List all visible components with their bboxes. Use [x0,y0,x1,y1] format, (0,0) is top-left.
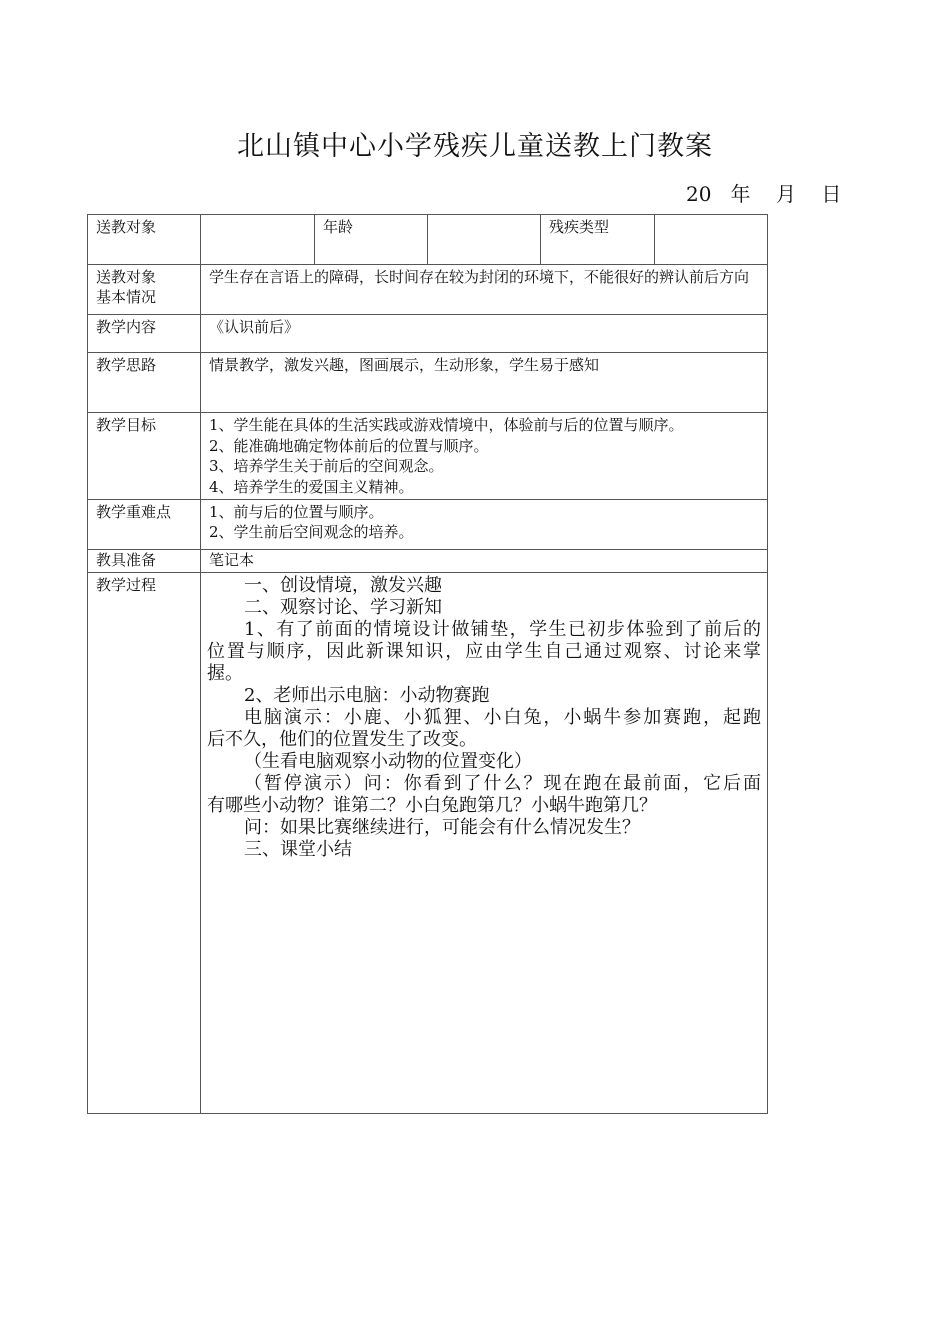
table-row [88,215,768,265]
goal-item: 1、学生能在具体的生活实践或游戏情境中，体验前与后的位置与顺序。 [209,416,684,434]
process-line: 2、老师出示电脑：小动物赛跑 [244,685,490,706]
process-line: 位置与顺序，因此新课知识，应由学生自己通过观察、讨论来掌 [207,641,761,662]
target-label: 送教对象 [88,215,201,265]
process-line: 后不久，他们的位置发生了改变。 [207,729,477,750]
tools-text: 笔记本 [201,550,768,573]
goal-item: 3、培养学生关于前后的空间观念。 [209,457,444,475]
process-line: 握。 [207,663,243,684]
goal-item: 2、能准确地确定物体前后的位置与顺序。 [209,436,489,455]
age-label: 年龄 [315,215,428,265]
process-line: 有哪些小动物？谁第二？小白兔跑第几？小蜗牛跑第几？ [207,795,657,816]
process-line: （暂停演示）问：你看到了什么？现在跑在最前面，它后面 [244,773,761,794]
table-row [88,315,768,353]
process-line: 三、课堂小结 [244,839,352,860]
content-text: 《认识前后》 [201,315,768,353]
process-line: 1、有了前面的情境设计做铺垫，学生已初步体验到了前后的 [244,619,761,640]
process-line: 问：如果比赛继续进行，可能会有什么情况发生？ [244,817,640,838]
basic-label-2: 基本情况 [96,288,157,306]
process-line: 二、观察讨论、学习新知 [244,597,442,618]
date-line: 20 年 月 日 [686,182,842,206]
basic-text: 学生存在言语上的障碍，长时间存在较为封闭的环境下，不能很好的辨认前后方向 [201,265,768,315]
process-line: （生看电脑观察小动物的位置变化） [244,751,532,772]
process-line: 一、创设情境，激发兴趣 [244,575,442,596]
document-title: 北山镇中心小学残疾儿童送教上门教案 [237,131,713,162]
process-label: 教学过程 [88,573,201,1114]
key-item: 2、学生前后空间观念的培养。 [209,523,414,541]
disability-value[interactable] [655,215,768,265]
goals-label: 教学目标 [88,413,201,500]
idea-text: 情景教学，激发兴趣，图画展示，生动形象，学生易于感知 [201,353,768,413]
process-line: 电脑演示：小鹿、小狐狸、小白兔，小蜗牛参加赛跑，起跑 [244,707,761,728]
age-value[interactable] [428,215,541,265]
table-row [88,413,768,500]
goal-item: 4、培养学生的爱国主义精神。 [209,477,414,496]
table-row [88,353,768,413]
lesson-plan-table [87,214,768,1114]
basic-label: 送教对象 [96,268,157,286]
key-label: 教学重难点 [88,500,201,550]
table-row [88,265,768,315]
key-item: 1、前与后的位置与顺序。 [209,503,384,521]
table-row [88,573,768,1114]
table-row [88,500,768,550]
idea-label: 教学思路 [88,353,201,413]
content-label: 教学内容 [88,315,201,353]
disability-label: 残疾类型 [541,215,655,265]
table-row [88,550,768,573]
tools-label: 教具准备 [88,550,201,573]
target-value[interactable] [201,215,315,265]
